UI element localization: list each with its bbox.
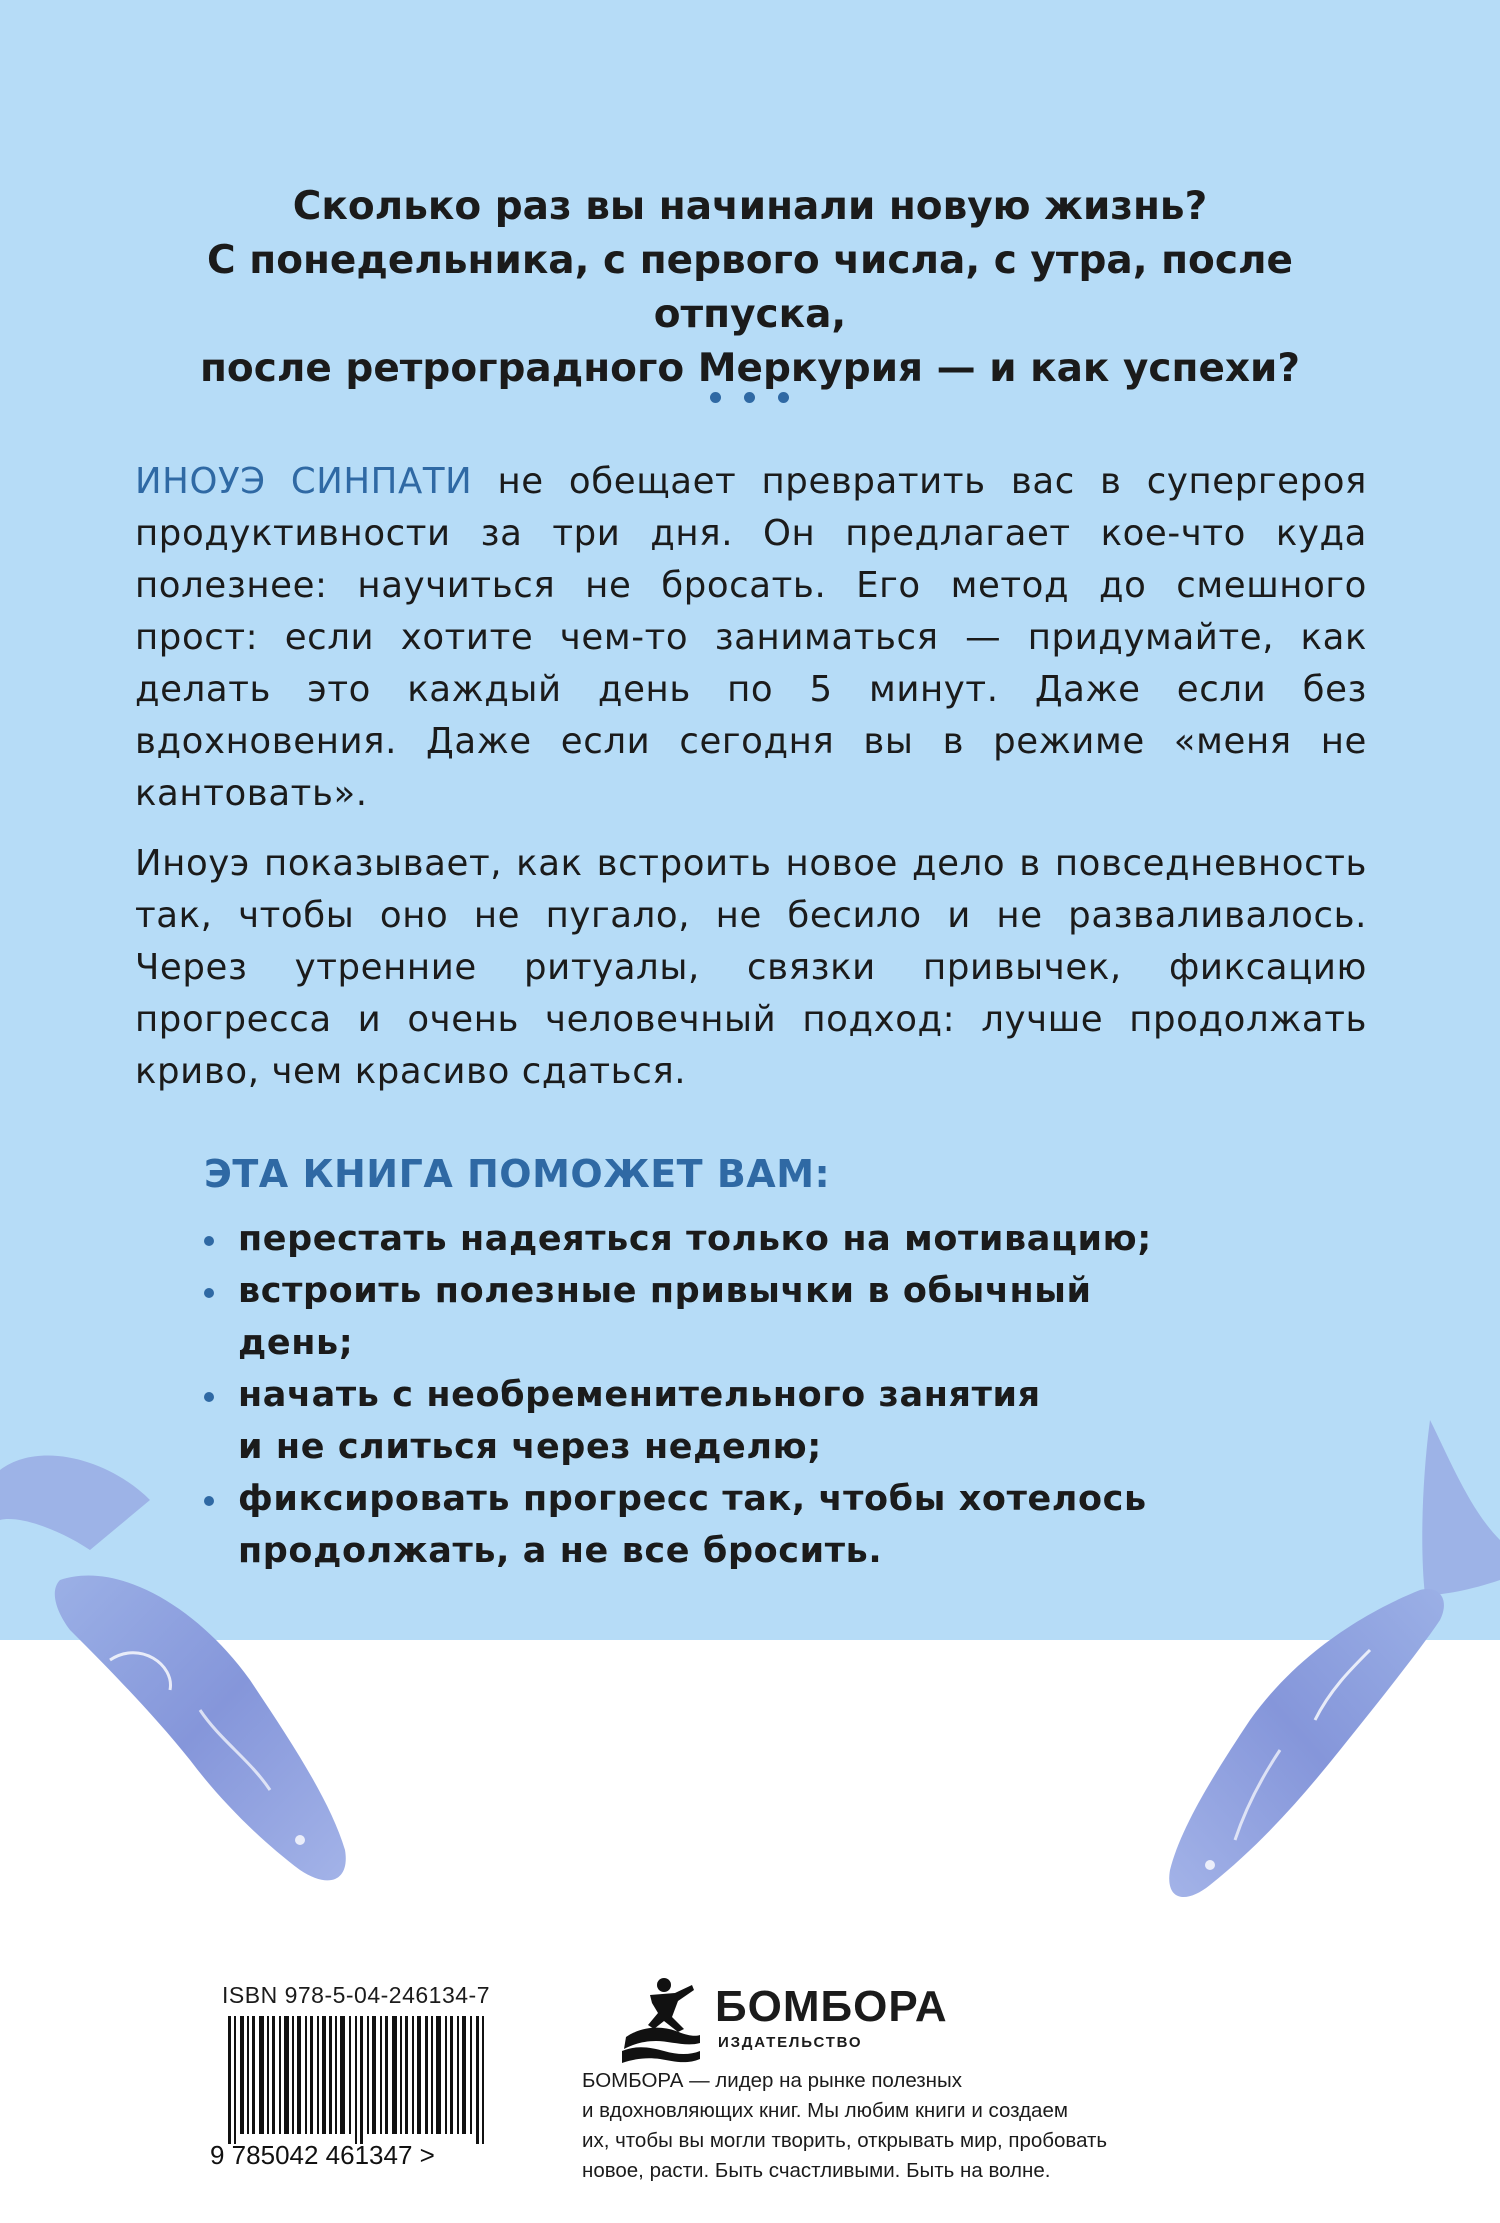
publisher-description-line: их, чтобы вы могли творить, открывать мир, пробовать — [582, 2129, 1108, 2152]
author-name: ИНОУЭ СИНПАТИ — [135, 461, 473, 502]
divider-dots — [710, 392, 790, 404]
isbn-number: ISBN 978-5-04-246134-7 — [222, 1982, 490, 2008]
benefits-title: ЭТА КНИГА ПОМОЖЕТ ВАМ: — [204, 1152, 831, 1196]
list-item-text: продолжать, а не все бросить. — [238, 1531, 883, 1571]
headline-line-2: С понедельника, с первого числа, с утра, после отпуска, — [207, 238, 1293, 337]
second-paragraph: Иноуэ показывает, как встроить новое дело в повседневность так, чтобы оно не пугало, не бесило и не разваливалось. Через утренние ритуалы, связки привычек, фиксацию прогресса и очень человечный подход: лучше продолжать криво, чем красиво сдаться. — [135, 843, 1367, 1092]
list-item-text: начать с необременительного занятия — [238, 1375, 1041, 1415]
headline-line-1: Сколько раз вы начинали новую жизнь? — [292, 184, 1208, 229]
publisher-description-line: новое, расти. Быть счастливыми. Быть на волне. — [582, 2159, 1051, 2182]
headline-line-3: после ретроградного Меркурия — и как успехи? — [199, 346, 1301, 391]
publisher-description-line: и вдохновляющих книг. Мы любим книги и создаем — [582, 2099, 1068, 2122]
barcode-icon — [210, 2016, 520, 2166]
bullet-icon — [204, 1392, 214, 1402]
publisher-subtitle: ИЗДАТЕЛЬСТВО — [718, 2034, 863, 2051]
divider-dot — [778, 392, 789, 403]
publisher-name: БОМБОРА — [715, 1982, 948, 2031]
publisher-description-line: БОМБОРА — лидер на рынке полезных — [582, 2069, 962, 2092]
list-item-text: перестать надеяться только на мотивацию; — [238, 1219, 1152, 1259]
list-item-text: и не слиться через неделю; — [238, 1427, 822, 1467]
intro-text: не обещает превратить вас в супергероя продуктивности за три дня. Он предлагает кое-что куда полезнее: научиться не бросать. Его метод до смешного прост: если хотите чем-то заниматься — придумайте, как делать это каждый день по 5 минут. Даже если без вдохновения. Даже если сегодня вы в режиме «меня не кантовать». — [135, 461, 1367, 814]
surfer-logo-icon — [620, 1977, 702, 2067]
list-item-text: фиксировать прогресс так, чтобы хотелось — [238, 1479, 1147, 1519]
publisher-description — [582, 2066, 1222, 2186]
barcode-digits: 9 785042 461347 > — [210, 2140, 435, 2166]
fish-illustration-right-icon — [1050, 1420, 1500, 1910]
list-item — [202, 1265, 1202, 1369]
intro-paragraph — [135, 456, 1367, 820]
bullet-icon — [204, 1288, 214, 1298]
fish-illustration-left-icon — [0, 1440, 430, 1900]
headline — [150, 180, 1350, 396]
divider-dot — [710, 392, 721, 403]
bullet-icon — [204, 1236, 214, 1246]
divider-dot — [744, 392, 755, 403]
list-item — [202, 1213, 1202, 1265]
list-item-text: встроить полезные привычки в обычный день; — [238, 1271, 1092, 1363]
